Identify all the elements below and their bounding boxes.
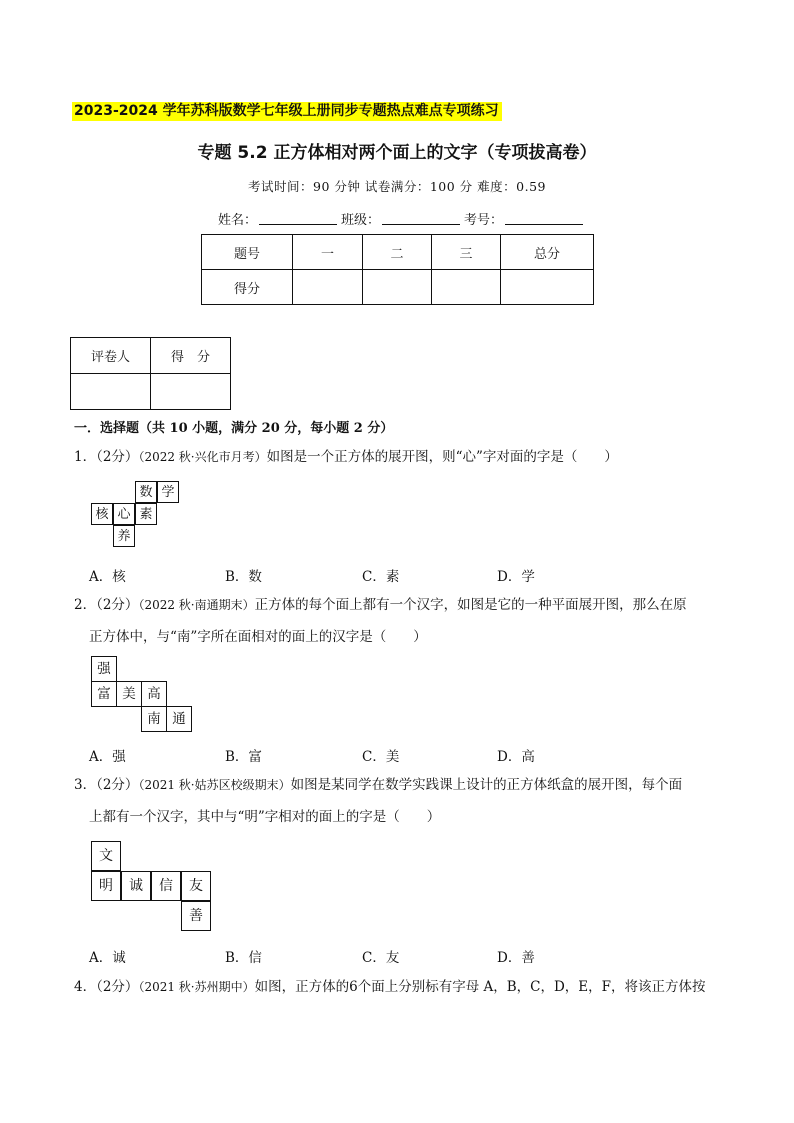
class-blank[interactable] bbox=[382, 212, 460, 225]
q3-net-cell: 善 bbox=[181, 901, 211, 931]
grader-table bbox=[70, 337, 231, 410]
score-cell-label: 题号 bbox=[202, 235, 293, 270]
q3-option-d[interactable]: D．善 bbox=[497, 950, 535, 966]
q3-net-cell: 文 bbox=[91, 841, 121, 871]
q3-net-cell: 明 bbox=[91, 871, 121, 901]
q2-text-2: 正方体中，与“南”字所在面相对的面上的汉字是（ ） bbox=[89, 629, 427, 645]
question-4 bbox=[74, 971, 734, 1003]
question-3 bbox=[74, 769, 734, 833]
q1-text: 如图是一个正方体的展开图，则“心”字对面的字是（ ） bbox=[266, 449, 618, 465]
q1-source: （2022 秋·兴化市月考） bbox=[138, 450, 267, 464]
q2-text-1: 正方体的每个面上都有一个汉字，如图是它的一种平面展开图，那么在原 bbox=[254, 597, 687, 613]
q2-net-cell: 美 bbox=[116, 681, 142, 707]
q3-source: （2021 秋·姑苏区校级期末） bbox=[138, 778, 291, 792]
q2-number: 2． bbox=[74, 597, 97, 613]
q1-net-cell: 核 bbox=[91, 503, 113, 525]
q3-number: 3． bbox=[74, 777, 97, 793]
exam-info: 考试时间：90 分钟 试卷满分：100 分 难度：0.59 bbox=[248, 179, 546, 194]
q2-option-a[interactable]: A．强 bbox=[89, 749, 126, 765]
q2-option-b[interactable]: B．富 bbox=[225, 749, 262, 765]
question-1 bbox=[74, 441, 734, 473]
score-input-2[interactable] bbox=[363, 270, 432, 305]
score-table-score-row bbox=[202, 270, 594, 305]
q2-points: （2分） bbox=[96, 597, 139, 613]
score-input-total[interactable] bbox=[501, 270, 594, 305]
section-heading: 一．选择题（共 10 小题，满分 20 分，每小题 2 分） bbox=[74, 421, 394, 436]
score-cell-total: 总分 bbox=[501, 235, 594, 270]
score-input-3[interactable] bbox=[432, 270, 501, 305]
q2-net-cell: 高 bbox=[141, 681, 167, 707]
q3-net-cell: 信 bbox=[151, 871, 181, 901]
grader-score-input[interactable] bbox=[151, 374, 231, 410]
class-label: 班级： bbox=[341, 213, 381, 228]
score-cell-section1: 一 bbox=[293, 235, 363, 270]
name-label: 姓名： bbox=[218, 213, 258, 228]
q3-net-cell: 诚 bbox=[121, 871, 151, 901]
q2-line2 bbox=[74, 621, 734, 653]
student-info-line bbox=[218, 209, 587, 228]
q3-text-1: 如图是某同学在数学实践课上设计的正方体纸盒的展开图，每个面 bbox=[290, 777, 683, 793]
q3-points: （2分） bbox=[96, 777, 139, 793]
q1-number: 1． bbox=[74, 449, 97, 465]
grader-input[interactable] bbox=[71, 374, 151, 410]
q2-net-cell: 强 bbox=[91, 656, 117, 682]
q2-option-c[interactable]: C．美 bbox=[362, 749, 400, 765]
q1-option-c[interactable]: C．素 bbox=[362, 569, 400, 585]
id-blank[interactable] bbox=[505, 212, 583, 225]
q4-text: 如图，正方体的6个面上分别标有字母 A，B，C，D，E，F，将该正方体按 bbox=[254, 979, 706, 995]
q3-net-cell: 友 bbox=[181, 871, 211, 901]
q1-option-b[interactable]: B．数 bbox=[225, 569, 262, 585]
q4-points: （2分） bbox=[96, 979, 139, 995]
score-table-header-row bbox=[202, 235, 594, 270]
q2-net-cell: 通 bbox=[166, 706, 192, 732]
q4-source: （2021 秋·苏州期中） bbox=[138, 980, 255, 994]
q2-net-cell: 南 bbox=[141, 706, 167, 732]
q3-line1 bbox=[74, 769, 734, 801]
q1-option-a[interactable]: A．核 bbox=[89, 569, 126, 585]
grader-input-row bbox=[71, 374, 231, 410]
q3-option-b[interactable]: B．信 bbox=[225, 950, 262, 966]
q1-net-cell: 数 bbox=[135, 481, 157, 503]
grader-header-row bbox=[71, 338, 231, 374]
q1-net-cell: 心 bbox=[113, 503, 135, 525]
page-title: 专题 5.2 正方体相对两个面上的文字（专项拔高卷） bbox=[197, 143, 597, 163]
q1-option-d[interactable]: D．学 bbox=[497, 569, 535, 585]
q1-net-cell: 素 bbox=[135, 503, 157, 525]
question-2 bbox=[74, 589, 734, 653]
q2-option-d[interactable]: D．高 bbox=[497, 749, 535, 765]
q2-net-cell: 富 bbox=[91, 681, 117, 707]
score-cell-section2: 二 bbox=[363, 235, 432, 270]
name-blank[interactable] bbox=[259, 212, 337, 225]
score-row-label: 得分 bbox=[202, 270, 293, 305]
score-table bbox=[201, 234, 594, 305]
score-input-1[interactable] bbox=[293, 270, 363, 305]
q3-option-a[interactable]: A．诚 bbox=[89, 950, 126, 966]
q3-line2 bbox=[74, 801, 734, 833]
q1-points: （2分） bbox=[96, 449, 139, 465]
score-cell-section3: 三 bbox=[432, 235, 501, 270]
q1-net-cell: 养 bbox=[113, 525, 135, 547]
q3-option-c[interactable]: C．友 bbox=[362, 950, 400, 966]
q2-source: （2022 秋·南通期末） bbox=[138, 598, 255, 612]
id-label: 考号： bbox=[464, 213, 504, 228]
series-title: 2023-2024 学年苏科版数学七年级上册同步专题热点难点专项练习 bbox=[72, 102, 502, 121]
q4-number: 4． bbox=[74, 979, 97, 995]
q1-net-cell: 学 bbox=[157, 481, 179, 503]
q2-line1 bbox=[74, 589, 734, 621]
q3-text-2: 上都有一个汉字，其中与“明”字相对的面上的字是（ ） bbox=[89, 809, 441, 825]
grader-label: 评卷人 bbox=[71, 338, 151, 374]
grader-score-label: 得 分 bbox=[151, 338, 231, 374]
